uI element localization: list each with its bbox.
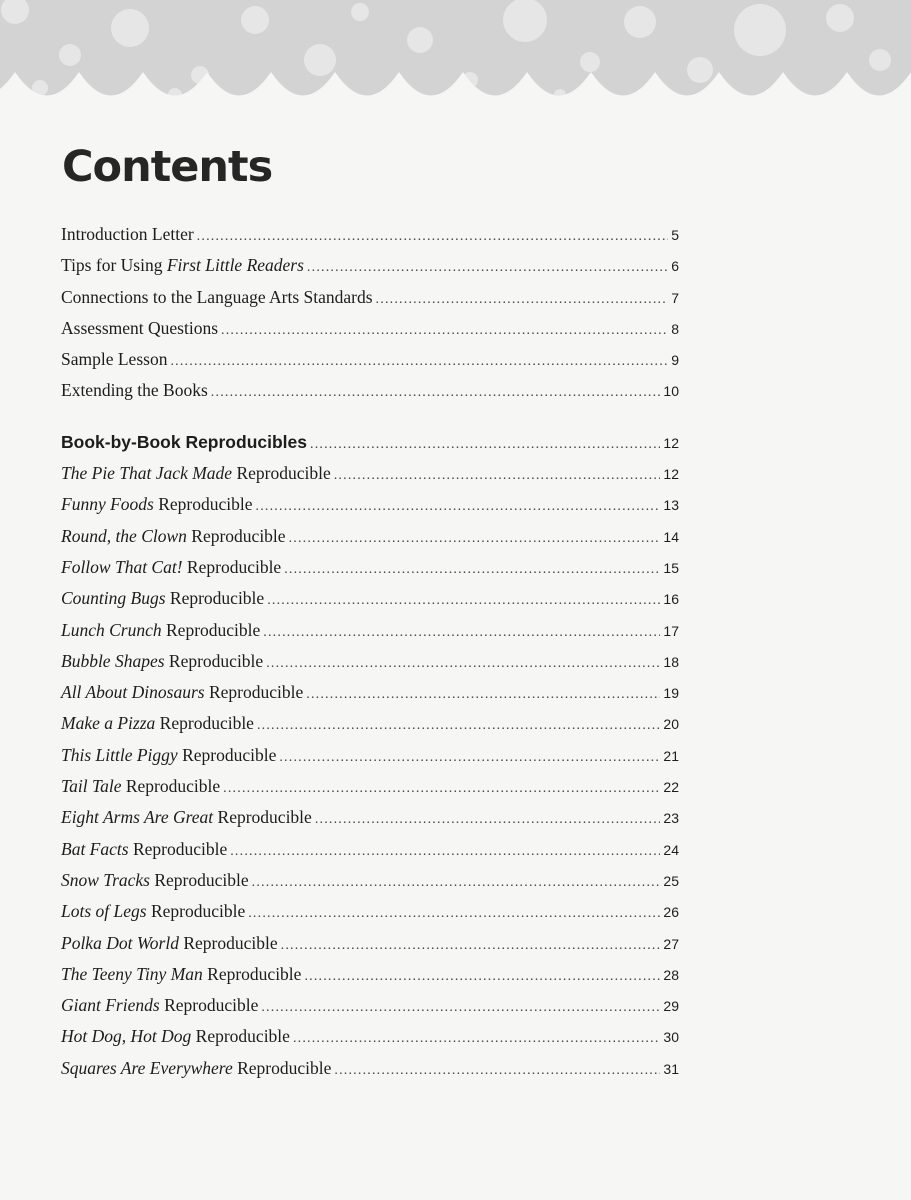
entry-text: Reproducible <box>213 807 312 828</box>
toc-entry[interactable] <box>61 959 679 990</box>
dot-leader <box>293 1023 660 1054</box>
book-title: Lots of Legs <box>61 901 147 922</box>
page-number: 10 <box>663 383 679 400</box>
toc-entry-title <box>61 646 263 677</box>
toc-entry[interactable] <box>61 802 679 833</box>
toc-entry-title <box>61 458 331 489</box>
entry-text: Reproducible <box>159 995 259 1016</box>
toc-entry[interactable] <box>61 282 679 313</box>
page-number: 15 <box>663 559 679 576</box>
toc-entry-title <box>61 771 220 802</box>
entry-text: Reproducible <box>155 713 254 734</box>
page-number: 28 <box>663 966 679 983</box>
toc-entry[interactable] <box>61 375 679 406</box>
entry-text: Reproducible <box>232 1057 332 1078</box>
toc-entry[interactable] <box>61 708 679 739</box>
toc-entry[interactable] <box>61 896 679 927</box>
page-number: 12 <box>663 434 679 451</box>
toc-entry-title <box>61 615 260 646</box>
page-title: Contents <box>62 142 273 192</box>
dot-leader <box>170 346 668 377</box>
page-number: 9 <box>671 352 679 369</box>
dot-leader <box>197 221 669 252</box>
entry-text: Reproducible <box>191 1026 290 1047</box>
entry-text: Reproducible <box>186 525 286 546</box>
dot-leader <box>281 930 661 961</box>
entry-text: Tips for Using <box>61 255 167 276</box>
table-of-contents <box>61 219 679 1084</box>
entry-text: Reproducible <box>202 963 302 984</box>
book-title: Snow Tracks <box>61 869 150 890</box>
entry-text: Reproducible <box>164 650 264 671</box>
toc-entry-title <box>61 1053 331 1084</box>
toc-entry[interactable] <box>61 677 679 708</box>
polka-dot-scallop-header <box>0 0 911 118</box>
dot-leader <box>334 1055 660 1086</box>
entry-text: Connections to the Language Arts Standards <box>61 286 373 307</box>
toc-entry[interactable] <box>61 646 679 677</box>
page-number: 27 <box>663 935 679 952</box>
toc-entry[interactable] <box>61 990 679 1021</box>
entry-text: Reproducible <box>153 494 253 515</box>
page-number: 19 <box>663 685 679 702</box>
entry-text: Reproducible <box>232 463 331 484</box>
book-title: Make a Pizza <box>61 713 156 734</box>
dot-leader <box>211 377 661 408</box>
dot-leader <box>304 961 660 992</box>
book-title: Bat Facts <box>61 838 129 859</box>
page-number: 31 <box>663 1060 679 1077</box>
entry-text: Book-by-Book Reproducibles <box>61 431 307 452</box>
entry-text: Reproducible <box>149 869 249 890</box>
dot-leader <box>376 284 669 315</box>
toc-entry-title <box>61 990 258 1021</box>
dot-leader <box>306 679 660 710</box>
toc-entry[interactable] <box>61 1021 679 1052</box>
book-title: Counting Bugs <box>61 588 166 609</box>
toc-entry-title <box>61 552 281 583</box>
book-title: Eight Arms Are Great <box>61 807 214 828</box>
book-title: Follow That Cat! <box>61 556 183 577</box>
toc-entry[interactable] <box>61 771 679 802</box>
book-title: Lunch Crunch <box>61 619 162 640</box>
dot-leader <box>256 491 661 522</box>
page-number: 24 <box>663 841 679 858</box>
dot-leader <box>279 742 660 773</box>
toc-entry-title <box>61 1021 290 1052</box>
toc-entry[interactable] <box>61 615 679 646</box>
toc-entry-title <box>61 802 312 833</box>
toc-entry[interactable] <box>61 521 679 552</box>
toc-entry[interactable] <box>61 219 679 250</box>
entry-text: Extending the Books <box>61 380 208 401</box>
page-number: 6 <box>671 258 679 275</box>
toc-entry-title <box>61 250 304 281</box>
entry-text: Assessment Questions <box>61 317 219 338</box>
page-number: 25 <box>663 872 679 889</box>
book-title: Hot Dog, Hot Dog <box>61 1026 192 1047</box>
toc-entry[interactable] <box>61 865 679 896</box>
dot-leader <box>263 617 660 648</box>
page-number: 8 <box>671 320 679 337</box>
entry-text: Reproducible <box>121 776 221 797</box>
toc-entry-title <box>61 928 278 959</box>
toc-entry[interactable] <box>61 344 679 375</box>
book-title: This Little Piggy <box>61 744 178 765</box>
toc-entry-title <box>61 708 254 739</box>
dot-leader <box>284 554 660 585</box>
toc-entry-title <box>61 282 373 313</box>
entry-text: Sample Lesson <box>61 349 168 370</box>
toc-entry[interactable] <box>61 250 679 281</box>
entry-text: Reproducible <box>128 838 228 859</box>
toc-entry-title <box>61 313 218 344</box>
dot-leader <box>223 773 660 804</box>
page-number: 5 <box>671 227 679 243</box>
entry-text: Reproducible <box>146 901 246 922</box>
page-number: 14 <box>663 528 679 545</box>
book-title: Funny Foods <box>61 494 154 515</box>
toc-entry-title <box>61 740 276 771</box>
toc-entry-title <box>61 427 307 458</box>
toc-entry-title <box>61 521 286 552</box>
book-title: First Little Readers <box>166 255 304 276</box>
toc-entry[interactable] <box>61 583 679 614</box>
toc-entry-title <box>61 959 301 990</box>
dot-leader <box>221 315 668 346</box>
entry-text: Reproducible <box>177 744 277 765</box>
toc-entry[interactable] <box>61 489 679 520</box>
toc-entry-title <box>61 677 303 708</box>
toc-entry-title <box>61 583 264 614</box>
section-gap <box>61 407 679 427</box>
toc-entry[interactable] <box>61 552 679 583</box>
book-title: All About Dinosaurs <box>61 682 205 703</box>
entry-text: Reproducible <box>182 556 282 577</box>
book-title: Polka Dot World <box>61 932 179 953</box>
dot-leader <box>307 252 668 283</box>
book-title: The Teeny Tiny Man <box>61 963 203 984</box>
toc-entry[interactable] <box>61 458 679 489</box>
page-number: 18 <box>663 653 679 670</box>
entry-text: Reproducible <box>204 682 304 703</box>
page-number: 30 <box>663 1029 679 1046</box>
toc-entry-title <box>61 489 253 520</box>
toc-entry-title <box>61 834 227 865</box>
toc-entry-title <box>61 865 249 896</box>
book-title: Squares Are Everywhere <box>61 1057 233 1078</box>
page-number: 12 <box>663 466 679 483</box>
toc-entry[interactable] <box>61 313 679 344</box>
page-number: 21 <box>663 747 679 764</box>
page-number: 20 <box>663 716 679 733</box>
dot-leader <box>315 804 661 835</box>
entry-text: Introduction Letter <box>61 224 194 244</box>
page-number: 16 <box>663 591 679 608</box>
toc-entry-title <box>61 344 167 375</box>
page-number: 22 <box>663 779 679 796</box>
entry-text: Reproducible <box>165 588 265 609</box>
toc-entry[interactable] <box>61 1053 679 1084</box>
toc-entry[interactable] <box>61 427 679 458</box>
dot-leader <box>252 867 661 898</box>
book-title: Bubble Shapes <box>61 650 165 671</box>
page-number: 29 <box>663 998 679 1015</box>
toc-entry-title <box>61 375 208 406</box>
page-number: 17 <box>663 622 679 639</box>
toc-entry[interactable] <box>61 928 679 959</box>
dot-leader <box>230 836 660 867</box>
toc-entry-title <box>61 896 245 927</box>
dot-leader <box>266 648 660 679</box>
page-number: 26 <box>663 904 679 921</box>
dot-leader <box>257 710 660 741</box>
book-title: Tail Tale <box>61 776 122 797</box>
dot-leader <box>334 460 661 491</box>
dot-leader <box>267 585 660 616</box>
dot-leader <box>261 992 660 1023</box>
toc-entry[interactable] <box>61 740 679 771</box>
entry-text: Reproducible <box>161 619 261 640</box>
page-number: 13 <box>663 497 679 514</box>
toc-entry[interactable] <box>61 834 679 865</box>
book-title: The Pie That Jack Made <box>61 463 233 484</box>
dot-leader <box>289 523 661 554</box>
dot-leader <box>248 898 660 929</box>
book-title: Round, the Clown <box>61 525 187 546</box>
dot-leader <box>310 429 660 460</box>
page-number: 23 <box>663 810 679 827</box>
toc-entry-title <box>61 219 194 250</box>
page-number: 7 <box>671 289 679 306</box>
entry-text: Reproducible <box>178 932 278 953</box>
book-title: Giant Friends <box>61 995 160 1016</box>
